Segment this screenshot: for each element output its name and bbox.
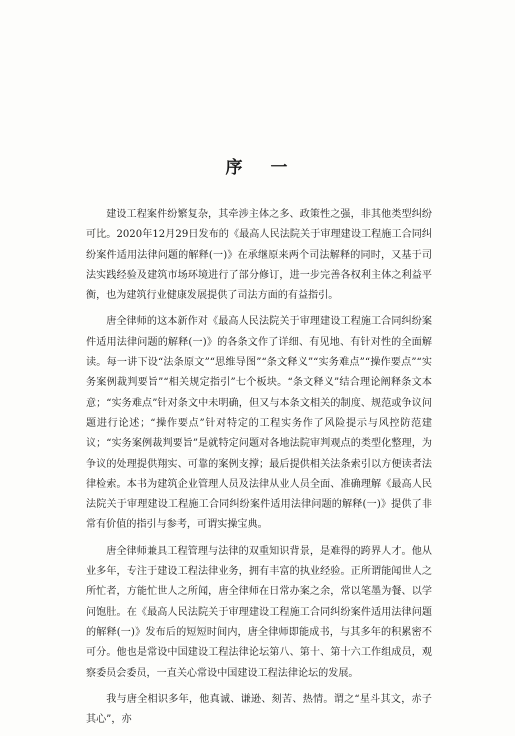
- heading-part-2: 一: [270, 158, 290, 178]
- preface-heading: [0, 153, 515, 178]
- paragraph-1: 建设工程案件纷繁复杂，其牵涉主体之多、政策性之强，非其他类型纠纷可比。2020年12月29日发布的《最高人民法院关于审理建设工程施工合同纠纷案件适用法律问题的解释(一)》在承继原来两个司法解释的同时，又基于司法实践经验及建筑市场环境进行了部分修订，进一步完善各权利主体之利益平衡，也为建筑行业健康发展提供了司法方面的有益指引。: [86, 209, 432, 302]
- paragraph-4: 我与唐全相识多年，他真诚、谦逊、刻苦、热情。谓之“星斗其文，赤子其心”，亦: [86, 693, 432, 726]
- preface-body: [86, 205, 432, 736]
- paragraph-2: 唐全律师的这本新作对《最高人民法院关于审理建设工程施工合同纠纷案件适用法律问题的解释(一)》的各条文作了详细、有见地、有针对性的全面解读。每一讲下设“法条原文”“思维导图”“条文释义”“实务难点”“操作要点”“实务案例裁判要旨”“相关规定指引”七个板块。“条文释义”结合理论阐释条文本意；“实务难点”针对条文中未明确，但又与本条文相关的制度、规范或争议问题进行论述；“操作要点”针对特定的工程实务作了风险提示与风控防范建议；“实务案例裁判要旨”是就特定问题对各地法院审判观点的类型化整理，为争议的处理提供翔实、可靠的案例支撑；最后提供相关法条索引以方便读者法律检索。本书为建筑企业管理人员及法律从业人员全面、准确理解《最高人民法院关于审理建设工程施工合同纠纷案件适用法律问题的解释(一)》提供了非常有价值的指引与参考，可谓实操宝典。: [86, 316, 432, 531]
- paragraph-3: 唐全律师兼具工程管理与法律的双重知识背景，是难得的跨界人才。他从业多年，专注于建设工程法律业务，拥有丰富的执业经验。正所谓能闻世人之所忙者，方能忙世人之所闻，唐全律师在日常办案之余，常以笔墨为餐、以学问饱肚。在《最高人民法院关于审理建设工程施工合同纠纷案件适用法律问题的解释(一)》发布后的短短时间内，唐全律师即能成书，与其多年的积累密不可分。他也是常设中国建设工程法律论坛第八、第十、第十六工作组成员，观察委员会委员，一直关心常设中国建设工程法律论坛的发展。: [86, 545, 432, 679]
- heading-part-1: 序: [225, 158, 245, 178]
